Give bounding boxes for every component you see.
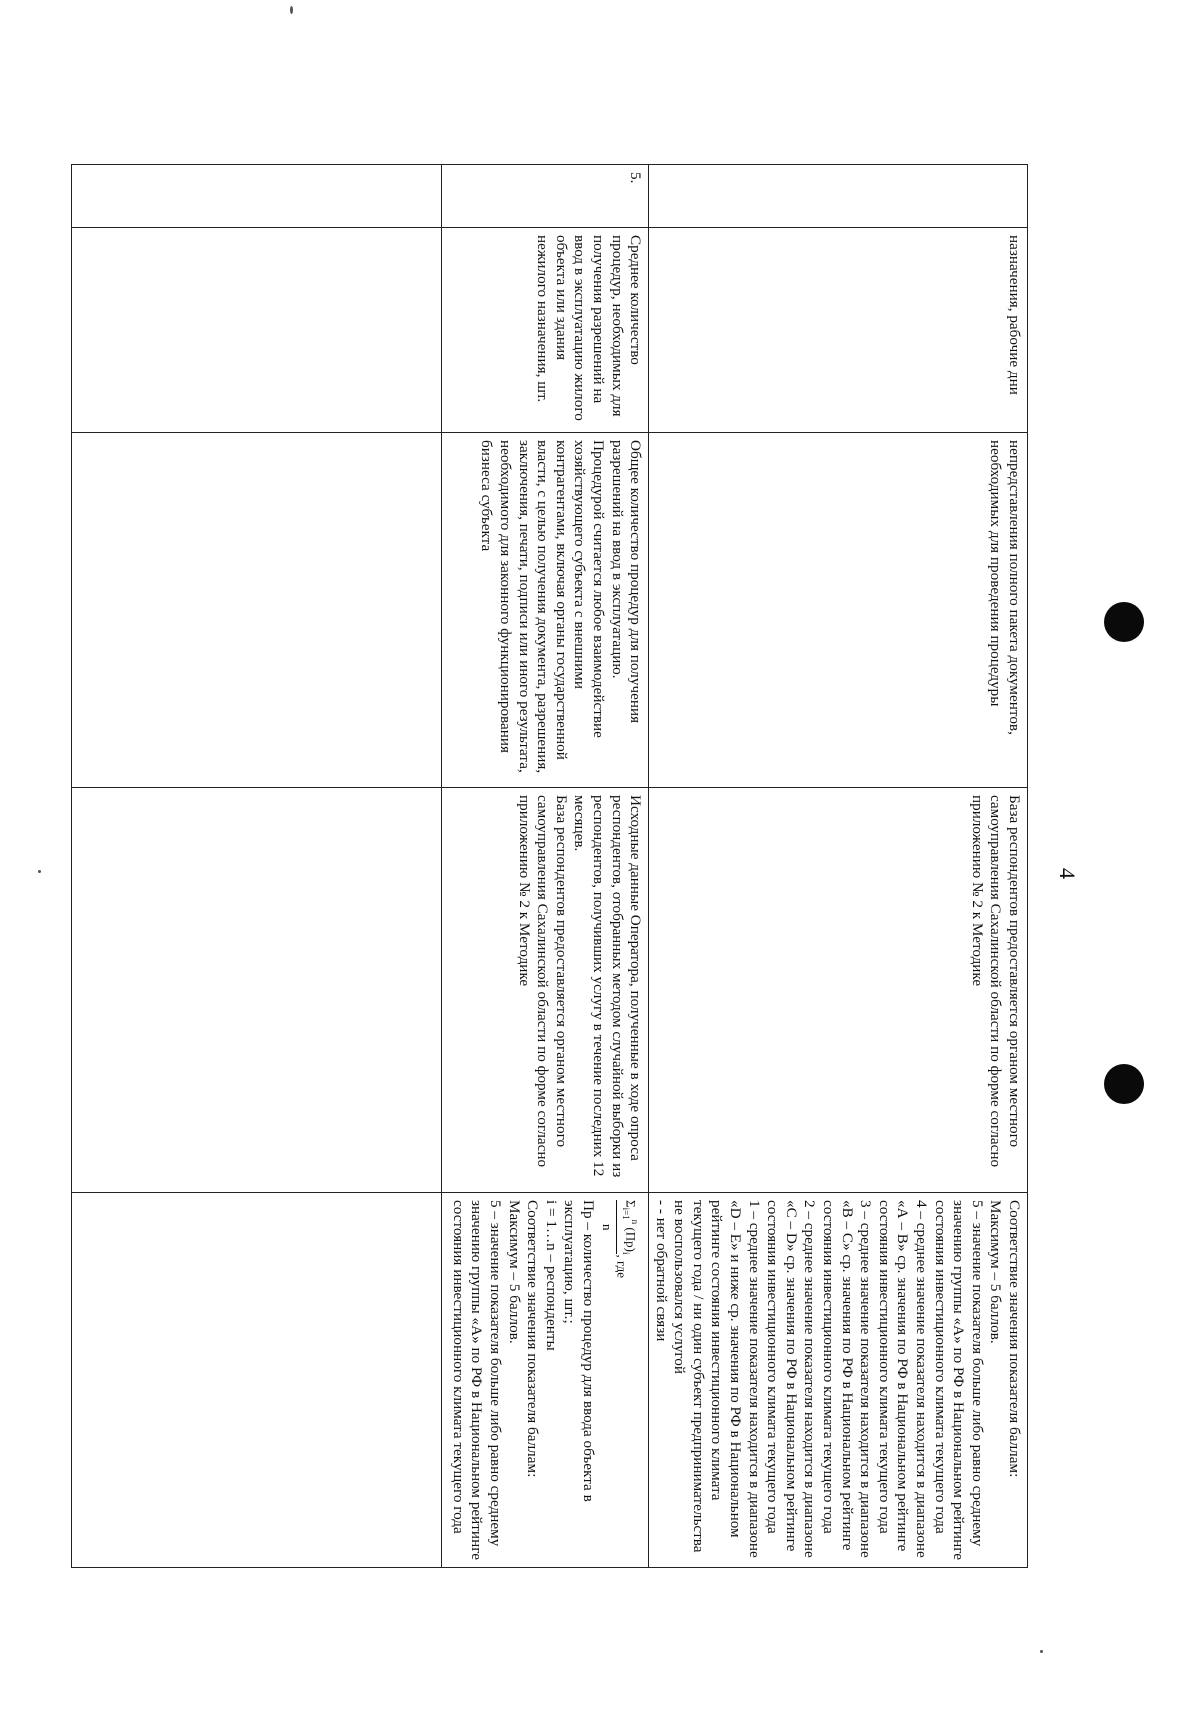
cell-data-source: База респондентов предоставляется органом местного самоуправления Сахалинской области по форме согласно приложению № 2 к Методике — [649, 788, 1028, 1193]
scan-speck — [290, 6, 293, 14]
table-row-empty — [72, 165, 442, 1568]
cell-empty — [72, 165, 442, 228]
indicator-table — [71, 164, 1028, 1568]
punch-hole-lower — [1104, 1064, 1144, 1104]
formula-tail: , где — [614, 1254, 630, 1279]
cell-number — [649, 165, 1028, 228]
cell-empty — [72, 1193, 442, 1568]
punch-hole-upper — [1104, 602, 1144, 642]
cell-empty — [72, 228, 442, 433]
table-row — [649, 165, 1028, 1568]
cell-indicator-name: назначения, рабочие дни — [649, 228, 1028, 433]
cell-definition: непредставления полного пакета документов, необходимых для проведения процедуры — [649, 433, 1028, 788]
cell-data-source: Исходные данные Оператора, полученные в ходе опроса респондентов, отобранных методом случайной выборки из респондентов, получивших услугу в течение последних 12 месяцев. База респондентов предоставляется органом местного самоуправления Сахалинской области по форме согласно приложению № 2 к Методике — [442, 788, 649, 1193]
indicator-table-rotated — [88, 164, 1028, 1568]
cell-empty — [72, 433, 442, 788]
cell-scoring: Соответствие значения показателя баллам: Максимум – 5 баллов. 5 – значение показателя больше либо равно среднему значению группы «А» по РФ в Национальном рейтинге состояния инвестиционного климата текущего года 4 – среднее значение показателя находится в диапазоне «А – В» ср. значения по РФ в Национальном рейтинге состояния инвестиционного климата текущего года 3 – среднее значение показателя находится в диапазоне «В – С» ср. значения по РФ в Национальном рейтинге состояния инвестиционного климата текущего года 2 – среднее значение показателя находится в диапазоне «С – D» ср. значения по РФ в Национальном рейтинге состояния инвестиционного климата текущего года 1 – среднее значение показателя находится в диапазоне «D – E» и ниже ср. значения по РФ в Национальном рейтинге состояния инвестиционного климата текущего года / ни один субъект предпринимательства не воспользовался услугой - - нет обратной связи — [649, 1193, 1028, 1568]
scan-speck — [1040, 1650, 1043, 1653]
cell-scoring: $\Sigma_{i=1}^n$ $(Пр)_i$ n , где Пр – количество процедур для ввода объекта в эксплуатацию, шт.; i = 1…n – респонденты Соответствие значения показателя баллам: Максимум – 5 баллов. 5 – значение показателя больше либо равно среднему значению группы «А» по РФ в Национальном рейтинге состояния инвестиционного климата текущего года — [442, 1193, 649, 1568]
formula-expression: $\Sigma_{i=1}^n$ $(Пр)_i$ n — [615, 1200, 630, 1254]
page-number: 4 — [1055, 868, 1080, 879]
table-row — [442, 165, 649, 1568]
cell-definition: Общее количество процедур для получения разрешений на ввод в эксплуатацию. Процедурой считается любое взаимодействие хозяйствующего субъекта с внешними контрагентами, включая органы государственной власти, с целью получения документа, разрешения, заключения, печати, подписи или иного результата, необходимого для законного функционирования бизнеса субъекта — [442, 433, 649, 788]
formula — [597, 1200, 644, 1560]
scan-speck — [38, 870, 41, 873]
cell-empty — [72, 788, 442, 1193]
cell-indicator-name: Среднее количество процедур, необходимых для получения разрешений на ввод в эксплуатацию жилого объекта или здания нежилого назначения, шт. — [442, 228, 649, 433]
cell-number: 5. — [442, 165, 649, 228]
